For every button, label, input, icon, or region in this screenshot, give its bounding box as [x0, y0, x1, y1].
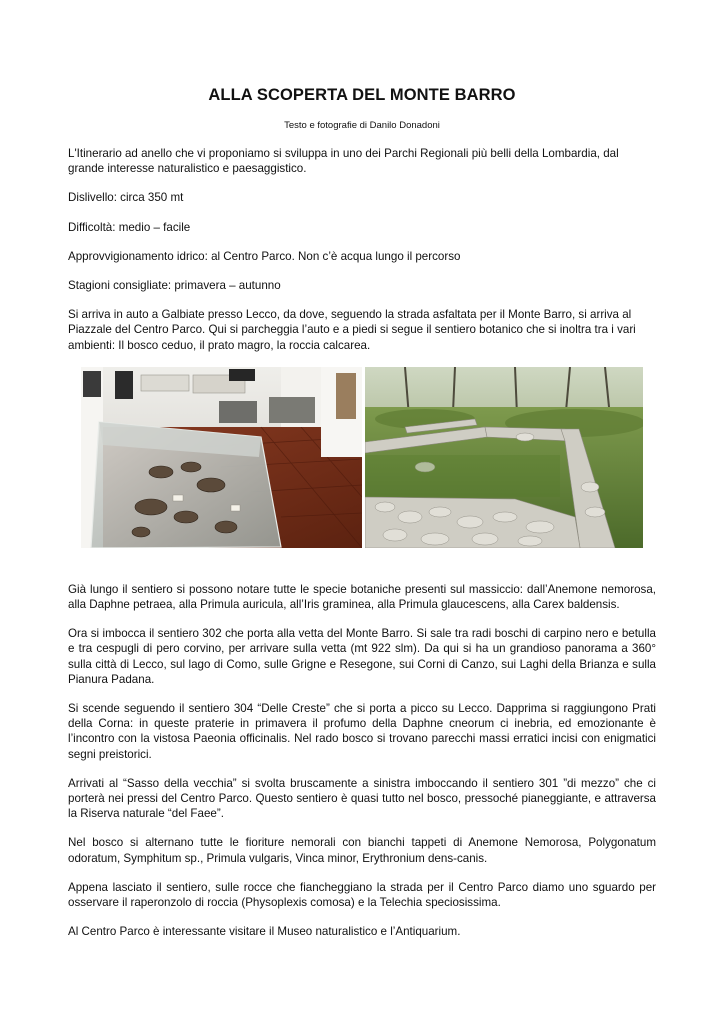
museum-showcase-photo: [81, 367, 362, 548]
photo-row: [81, 367, 643, 548]
water-supply-line: Approvvigionamento idrico: al Centro Parco. Non c’è acqua lungo il percorso: [68, 249, 461, 263]
museum-paragraph: Al Centro Parco è interessante visitare il Museo naturalistico e l’Antiquarium.: [68, 925, 461, 939]
intro-paragraph: L'Itinerario ad anello che vi proponiamo si sviluppa in uno dei Parchi Regionali più belli della Lombardia, dal grande interesse naturalistico e paesaggistico.: [68, 147, 619, 176]
article-body: [68, 146, 656, 953]
woodland-flowers-paragraph: Nel bosco si alternano tutte le fioriture nemorali con bianchi tappeti di Anemone Nemorosa, Polygonatum odoratum, Symphitum sp., Primula vulgaris, Vinca minor, Erythronium dens-canis.: [68, 836, 656, 865]
descent-paragraph: Si scende seguendo il sentiero 304 “Delle Creste” che si porta a picco su Lecco. Dapprima si raggiungono Prati della Corna: in queste praterie in primavera il profumo della Daphne cneorum ci inebria, ed emozionante è l’incontro con la vistosa Paeonia officinalis. Nel rado bosco si trovano parecchi massi erratici incisi con enigmatici segni preistorici.: [68, 702, 656, 761]
page-title: ALLA SCOPERTA DEL MONTE BARRO: [208, 86, 516, 104]
archaeological-ruins-photo: [365, 367, 643, 548]
difficolta-line: Difficoltà: medio – facile: [68, 220, 191, 234]
seasons-line: Stagioni consigliate: primavera – autunno: [68, 279, 281, 293]
author-credit: Testo e fotografie di Danilo Donadoni: [284, 120, 440, 131]
ascent-paragraph: Ora si imbocca il sentiero 302 che porta alla vetta del Monte Barro. Si sale tra radi boschi di carpino nero e betulla e tra cespugli di pero corvino, per arrivare sulla vetta (mt 922 slm). Da qui si ha un grandioso panorama a 360° sulla città di Lecco, sul lago di Como, sulle Grigne e Resegone, sui Corni di Canzo, sui Laghi della Brianza e sulla Pianura Padana.: [68, 627, 656, 686]
dislivello-line: Dislivello: circa 350 mt: [68, 191, 184, 205]
botanical-paragraph: Già lungo il sentiero si possono notare tutte le specie botaniche presenti sul massiccio: dall’Anemone nemorosa, alla Daphne petraea, alla Primula auricula, all’Iris graminea, alla Primula glaucescens, alla Carex baldensis.: [68, 582, 656, 612]
arrival-paragraph: Si arriva in auto a Galbiate presso Lecco, da dove, seguendo la strada asfaltata per il Monte Barro, si arriva al Piazzale del Centro Parco. Qui si parcheggia l’auto e a piedi si segue il sentiero botanico che si inoltra tra i vari ambienti: Il bosco ceduo, il prato magro, la roccia calcarea.: [68, 308, 636, 352]
return-path-paragraph: Arrivati al “Sasso della vecchia” si svolta bruscamente a sinistra imboccando il sentiero 301 ”di mezzo” che ci porterà nei pressi del Centro Parco. Questo sentiero è quasi tutto nel bosco, pressoché pianeggiante, e attraversa la Riserva naturale “del Faee”.: [68, 776, 656, 821]
rock-flora-paragraph: Appena lasciato il sentiero, sulle rocce che fiancheggiano la strada per il Centro Parco diamo uno sguardo per osservare il raperonzolo di roccia (Physoplexis comosa) e la Telechia speciosissima.: [68, 880, 656, 910]
